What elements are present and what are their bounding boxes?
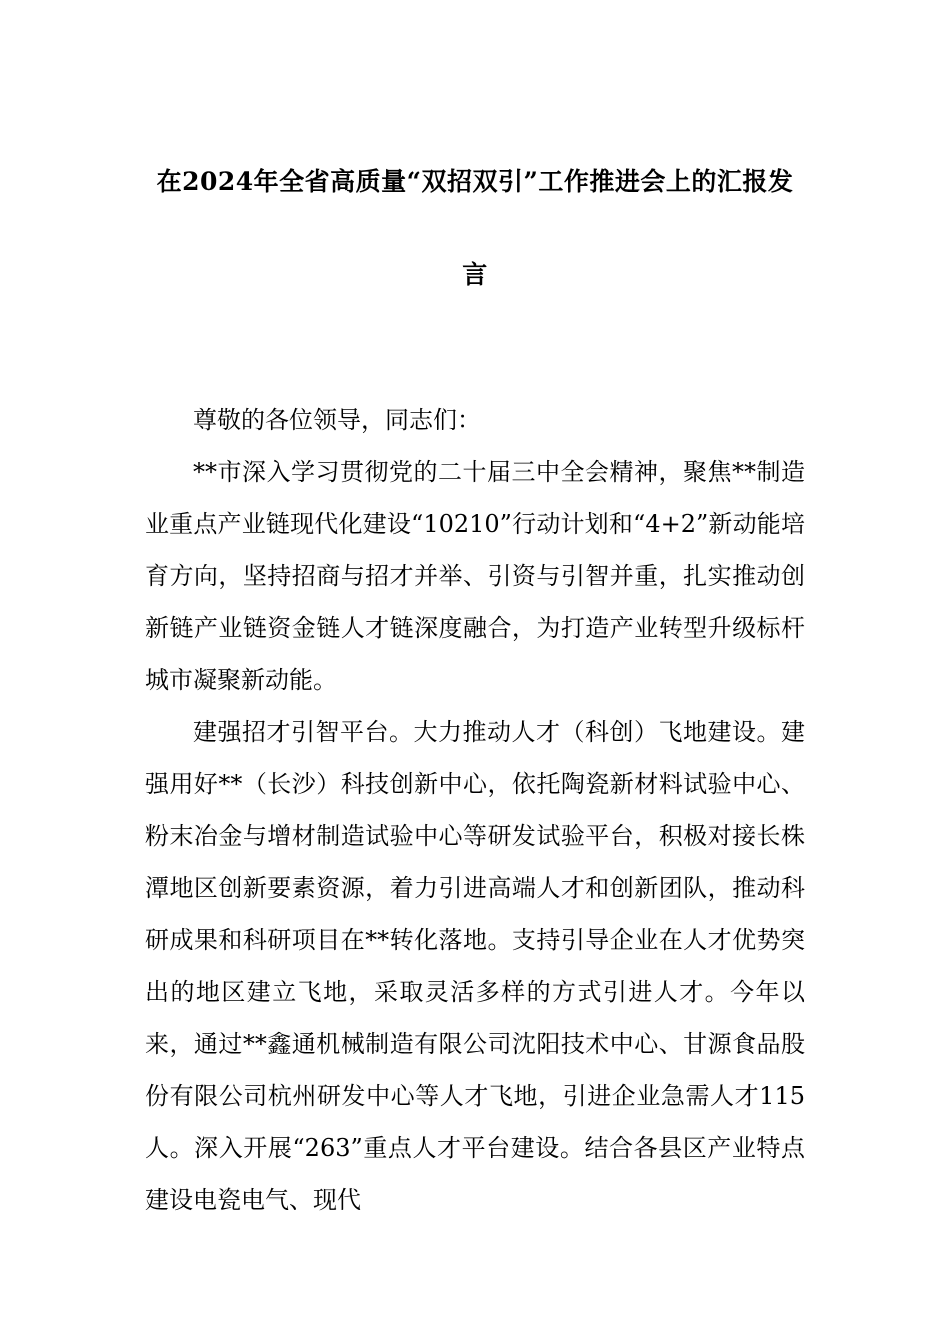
paragraph-talent-platform: 建强招才引智平台。大力推动人才（科创）飞地建设。建强用好**（长沙）科技创新中心，依托陶瓷新材料试验中心、粉末冶金与增材制造试验中心等研发试验平台，积极对接长株潭地区创新要素资源，着力引进高端人才和创新团队，推动科研成果和科研项目在**转化落地。支持引导企业在人才优势突出的地区建立飞地，采取灵活多样的方式引进人才。今年以来，通过**鑫通机械制造有限公司沈阳技术中心、甘源食品股份有限公司杭州研发中心等人才飞地，引进企业急需人才115人。深入开展“263”重点人才平台建设。结合各县区产业特点建设电瓷电气、现代 xyxy=(145,718,805,1214)
document-body xyxy=(145,394,805,1226)
paragraph-intro: **市深入学习贯彻党的二十届三中全会精神，聚焦**制造业重点产业链现代化建设“10210”行动计划和“4+2”新动能培育方向，坚持招商与招才并举、引资与引智并重，扎实推动创新链产业链资金链人才链深度融合，为打造产业转型升级标杆城市凝聚新动能。 xyxy=(145,458,805,694)
document-title-line-1: 在2024年全省高质量“双招双引”工作推进会上的汇报发 xyxy=(156,167,794,196)
document-title-line-2: 言 xyxy=(462,260,488,289)
salutation: 尊敬的各位领导，同志们： xyxy=(193,406,481,434)
